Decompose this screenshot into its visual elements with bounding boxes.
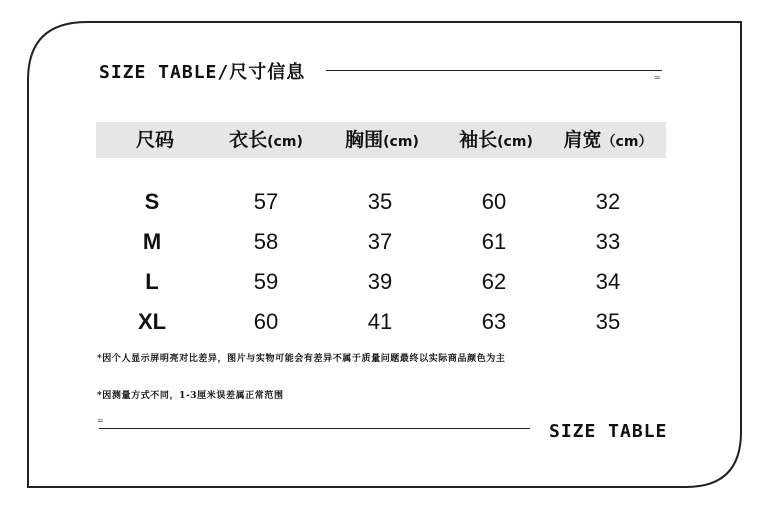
footer-divider — [99, 428, 530, 429]
bottom-left-mark: = — [97, 416, 104, 425]
cell-chest: 41 — [367, 309, 393, 334]
column-header-shoulder: 肩宽（cm） — [563, 129, 653, 151]
table-header — [96, 122, 666, 158]
cell-shoulder: 33 — [595, 229, 621, 254]
cell-size: M — [142, 229, 162, 254]
cell-size: XL — [137, 309, 167, 334]
footer-title: SIZE TABLE — [549, 421, 668, 442]
cell-sleeve: 60 — [481, 189, 507, 214]
cell-shoulder: 35 — [595, 309, 621, 334]
cell-size: S — [144, 189, 160, 214]
page-title: SIZE TABLE/尺寸信息 — [99, 62, 306, 83]
cell-length: 60 — [253, 309, 279, 334]
cell-chest: 37 — [367, 229, 393, 254]
cell-length: 58 — [253, 229, 279, 254]
cell-sleeve: 61 — [481, 229, 507, 254]
measurement-note: *因测量方式不同，1-3厘米误差属正常范围 — [97, 391, 284, 401]
cell-shoulder: 34 — [595, 269, 621, 294]
header-divider — [326, 70, 662, 71]
cell-size: L — [145, 269, 159, 294]
column-header-sleeve: 袖长(cm) — [459, 129, 533, 151]
column-header-size: 尺码 — [135, 129, 174, 151]
column-header-length: 衣长(cm) — [229, 129, 303, 151]
cell-chest: 35 — [367, 189, 393, 214]
column-header-chest: 胸围(cm) — [345, 129, 419, 151]
cell-sleeve: 63 — [481, 309, 507, 334]
cell-length: 59 — [253, 269, 279, 294]
cell-shoulder: 32 — [595, 189, 621, 214]
cell-length: 57 — [253, 189, 279, 214]
cell-sleeve: 62 — [481, 269, 507, 294]
color-disclaimer-note: *因个人显示屏明亮对比差异，图片与实物可能会有差异不属于质量问题最终以实际商品颜色为主 — [97, 354, 506, 364]
top-right-mark: = — [654, 73, 661, 82]
cell-chest: 39 — [367, 269, 393, 294]
